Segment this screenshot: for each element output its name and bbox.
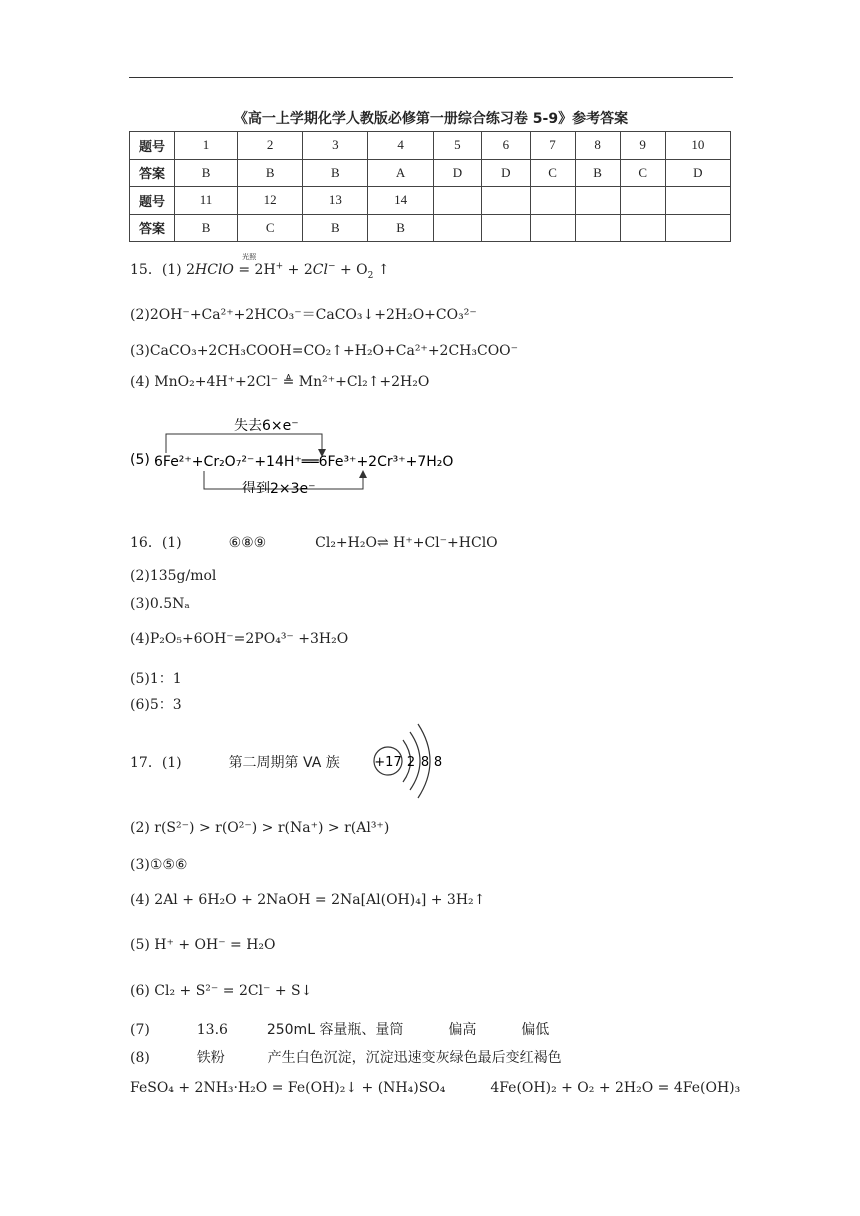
table-row [130,214,731,242]
table-cell: C [238,214,303,242]
table-cell: D [665,159,730,187]
table-cell: 1 [175,132,238,160]
q16-part3: (3)0.5Nₐ [130,596,190,612]
table-cell: 11 [175,187,238,215]
q16-part1 [130,532,498,552]
table-cell [620,214,665,242]
q16-part5: (5)1：1 [130,671,182,687]
table-cell: B [238,159,303,187]
table-cell: 6 [482,132,530,160]
q17-part8-eq1: FeSO₄ + 2NH₃·H₂O = Fe(OH)₂↓ + (NH₄)SO₄ [130,1080,446,1096]
q17-part8-label: (8) [130,1050,150,1066]
svg-text:6Fe²⁺+Cr₂O₇²⁻+14H⁺══6Fe³⁺+2Cr³: 6Fe²⁺+Cr₂O₇²⁻+14H⁺══6Fe³⁺+2Cr³⁺+7H₂O [154,454,454,470]
table-cell: 7 [530,132,575,160]
q17-part7-value: 250mL 容量瓶、量筒 [266,1022,404,1038]
q16-part6: (6)5：3 [130,697,182,713]
table-cell [575,187,620,215]
table-cell: C [620,159,665,187]
q17-part7-value: 偏低 [521,1022,550,1038]
table-cell [530,187,575,215]
table-cell: 13 [303,187,368,215]
table-cell: 12 [238,187,303,215]
q16-part2: (2)135g/mol [130,568,217,584]
table-cell: B [368,214,433,242]
atom-shell: 8 [433,755,443,770]
table-cell: 14 [368,187,433,215]
row-label: 题号 [130,187,175,215]
table-cell: C [530,159,575,187]
table-cell: A [368,159,433,187]
q17-part8-equations [130,1080,740,1096]
q17-part8-value: 铁粉 [196,1050,225,1066]
electron-transfer-diagram [130,413,490,493]
q15-part1: 15．(1) 光照 2HClO = $2H^+ + 2Cl^- + O_2$ ↑ [130,253,390,281]
q17-answer: 第二周期第 VA 族 [228,755,340,771]
page-title: 《高一上学期化学人教版必修第一册综合练习卷 5-9》参考答案 [233,111,629,127]
table-cell [530,214,575,242]
table-cell: B [303,214,368,242]
table-cell [665,187,730,215]
q17-part5: (5) H⁺ + OH⁻ = H₂O [130,937,276,953]
table-cell: 8 [575,132,620,160]
q16-equation: Cl₂+H₂O⇌ H⁺+Cl⁻+HClO [315,535,498,551]
q17-part1 [130,752,340,772]
reaction-condition: 光照 [242,253,257,262]
q15-part2: (2)2OH⁻+Ca²⁺+2HCO₃⁻＝CaCO₃↓+2H₂O+CO₃²⁻ [130,307,477,323]
q16-label: 16．(1) [130,535,182,551]
row-label: 题号 [130,132,175,160]
table-cell: B [175,214,238,242]
q17-label: 17．(1) [130,755,182,771]
q16-part4: (4)P₂O₅+6OH⁻=2PO₄³⁻ +3H₂O [130,631,349,647]
q17-part8 [130,1047,562,1067]
table-cell [620,187,665,215]
table-cell: 9 [620,132,665,160]
gain-electrons-label: 得到2×3e⁻ [242,481,316,493]
table-row [130,159,731,187]
table-cell: 4 [368,132,433,160]
table-row [130,187,731,215]
q17-part2: (2) r(S²⁻) > r(O²⁻) > r(Na⁺) > r(Al³⁺) [130,820,390,836]
atom-shell: 2 [406,755,416,770]
q17-part6: (6) Cl₂ + S²⁻ = 2Cl⁻ + S↓ [130,983,313,999]
table-cell [482,214,530,242]
table-cell: 5 [433,132,481,160]
row-label: 答案 [130,214,175,242]
q15-part5 [130,413,490,497]
q17-part3: (3)①⑤⑥ [130,857,188,873]
lose-electrons-label: 失去6×e⁻ [234,418,299,434]
q17-part7 [130,1019,549,1039]
table-cell [433,214,481,242]
q15-part3: (3)CaCO₃+2CH₃COOH=CO₂↑+H₂O+Ca²⁺+2CH₃COO⁻ [130,343,519,359]
table-cell [575,214,620,242]
table-row [130,132,731,160]
q17-part4: (4) 2Al + 6H₂O + 2NaOH = 2Na[Al(OH)₄] + 3H₂↑ [130,892,486,908]
table-cell: 3 [303,132,368,160]
table-cell: 10 [665,132,730,160]
atom-structure-diagram [370,722,450,806]
header-rule [129,77,733,78]
row-label: 答案 [130,159,175,187]
q15-part5-label: (5) [130,452,150,468]
table-cell [482,187,530,215]
table-cell: D [433,159,481,187]
q17-part8-eq2: 4Fe(OH)₂ + O₂ + 2H₂O = 4Fe(OH)₃ [490,1080,741,1096]
q15-part4: (4) MnO₂+4H⁺+2Cl⁻ ≜ Mn²⁺+Cl₂↑+2H₂O [130,374,430,390]
table-cell [665,214,730,242]
atom-shell: 8 [420,755,430,770]
table-cell: B [303,159,368,187]
q17-part8-value: 产生白色沉淀，沉淀迅速变灰绿色最后变红褐色 [267,1050,562,1066]
q17-part7-value: 偏高 [448,1022,477,1038]
atom-nucleus: +17 [374,755,402,770]
table-cell: 2 [238,132,303,160]
q15-label: 15．(1) [130,262,182,278]
table-cell: D [482,159,530,187]
answer-table [129,131,731,242]
table-cell: B [175,159,238,187]
table-cell [433,187,481,215]
q17-part7-label: (7) [130,1022,150,1038]
table-cell: B [575,159,620,187]
q16-answer: ⑥⑧⑨ [228,535,267,551]
q17-part7-value: 13.6 [196,1022,228,1038]
